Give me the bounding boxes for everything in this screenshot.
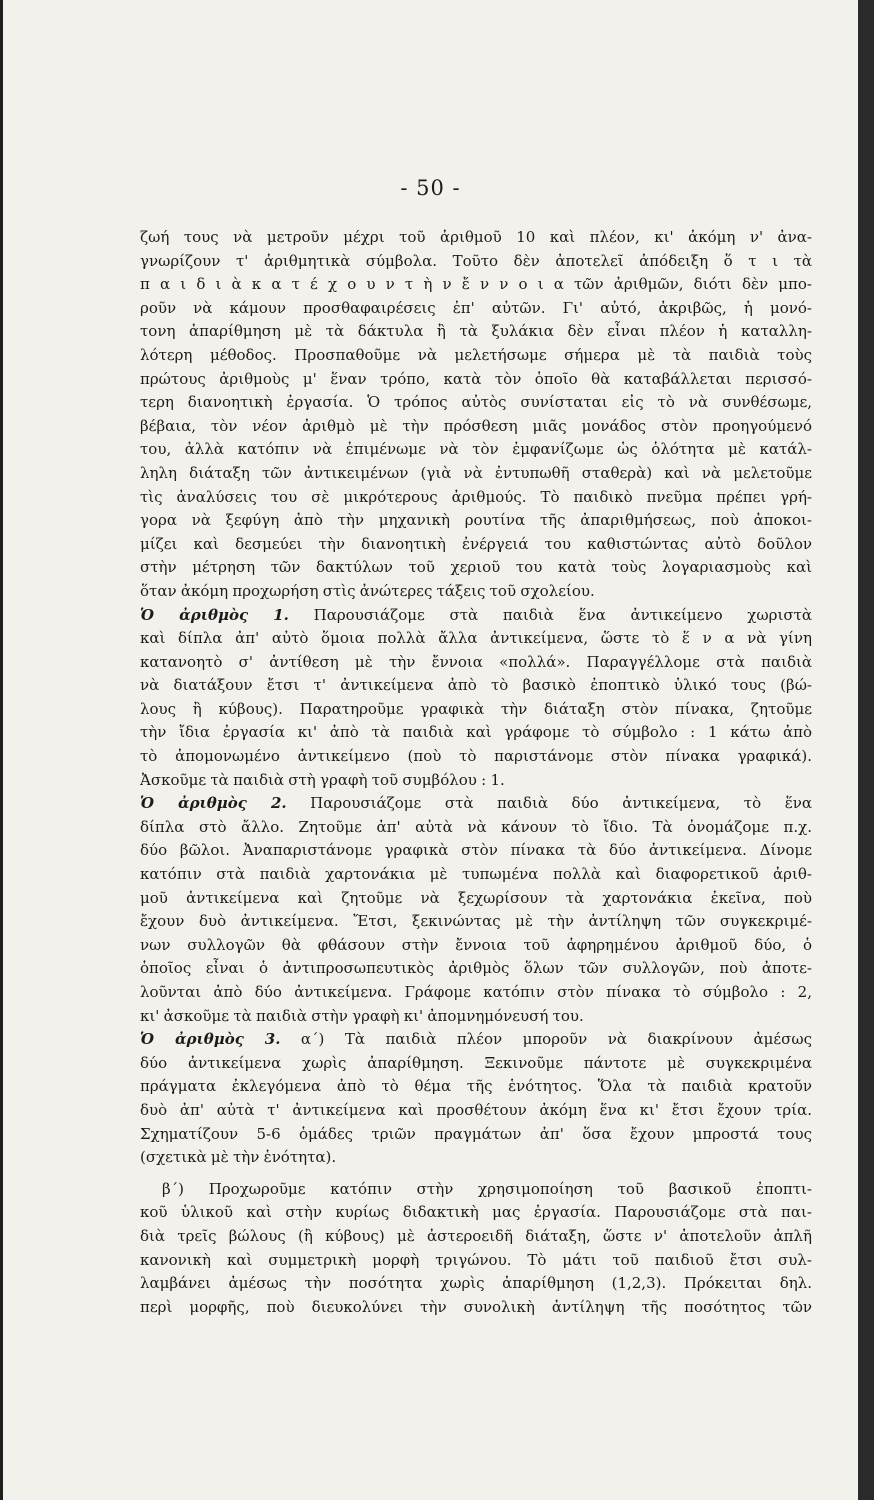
text-line: ἔχουν δυὸ ἀντικείμενα. Ἔτσι, ξεκινώντας μὲ τὴν ἀντίληψη τῶν συγκεκριμέ- <box>140 912 812 931</box>
text-line: λοῦνται ἀπὸ δύο ἀντικείμενα. Γράφομε κατόπιν στὸν πίνακα τὸ σύμβολο : 2, <box>140 983 812 1001</box>
text-line: π α ι δ ι ὰ κ α τ έ χ ο υ ν τ ὴ ν ἔ ν ν ο ι α τῶν ἀριθμῶν, διότι δὲν μπο- <box>140 275 812 294</box>
text-line: του, ἀλλὰ κατόπιν νὰ ἐπιμένωμε νὰ τὸν ἐμφανίζωμε ὡς ὁλότητα μὲ κατάλ- <box>140 440 812 459</box>
text-line: ὁποῖος εἶναι ὁ ἀντιπροσωπευτικὸς ἀριθμὸς ὅλων τῶν συλλογῶν, ποὺ ἀποτε- <box>140 959 812 978</box>
text-line: κανονικὴ καὶ συμμετρικὴ μορφὴ τριγώνου. Τὸ μάτι τοῦ παιδιοῦ ἔτσι συλ- <box>140 1250 812 1269</box>
section-number-3 <box>140 1028 812 1052</box>
text-line: δύο ἀντικείμενα χωρὶς ἀπαρίθμηση. Ξεκινοῦμε πάντοτε μὲ συγκεκριμένα <box>140 1053 812 1072</box>
text-line: Ἀσκοῦμε τὰ παιδιὰ στὴ γραφὴ τοῦ συμβόλου : 1. <box>140 770 505 789</box>
text-line: μοῦ ἀντικείμενα καὶ ζητοῦμε νὰ ξεχωρίσουν τὰ χαρτονάκια ἐκεῖνα, ποὺ <box>140 888 812 907</box>
text-line: γνωρίζουν τ' ἀριθμητικὰ σύμβολα. Τοῦτο δὲν ἀποτελεῖ ἀπόδειξη ὅ τ ι τὰ <box>140 251 812 270</box>
heading-number-3: Ὁ ἀριθμὸς 3. <box>140 1030 281 1049</box>
text-line: τὶς ἀναλύσεις του σὲ μικρότερους ἀριθμούς. Τὸ παιδικὸ πνεῦμα πρέπει γρή- <box>140 487 812 506</box>
text-line: κατανοητὸ σ' ἀντίθεση μὲ τὴν ἔννοια «πολλά». Παραγγέλλομε στὰ παιδιὰ <box>140 652 812 671</box>
text-line: τὴν ἴδια ἐργασία κι' ἀπὸ τὰ παιδιὰ καὶ γράφομε τὸ σύμβολο : 1 κάτω ἀπὸ <box>140 723 812 742</box>
text-line: δύο βῶλοι. Ἀναπαριστάνομε γραφικὰ στὸν πίνακα τὰ δύο ἀντικείμενα. Δίνομε <box>140 841 812 860</box>
text-line: καὶ δίπλα ἀπ' αὐτὸ ὅμοια πολλὰ ἄλλα ἀντικείμενα, ὥστε τὸ ἕ ν α νὰ γίνη <box>140 629 812 648</box>
text-line: πράγματα ἐκλεγόμενα ἀπὸ τὸ θέμα τῆς ἑνότητος. Ὅλα τὰ παιδιὰ κρατοῦν <box>140 1077 812 1096</box>
text-line: λαμβάνει ἀμέσως τὴν ποσότητα χωρὶς ἀπαρίθμηση (1,2,3). Πρόκειται δηλ. <box>140 1274 812 1293</box>
text-line: βέβαια, τὸν νέον ἀριθμὸ μὲ τὴν πρόσθεση μιᾶς μονάδος στὸν προηγούμενό <box>140 416 812 435</box>
text-line: νων συλλογῶν θὰ φθάσουν στὴν ἔννοια τοῦ ἀφηρημένου ἀριθμοῦ δύο, ὁ <box>140 935 812 954</box>
section-number-2 <box>140 792 812 816</box>
text-line: ροῦν νὰ κάμουν προσθαφαιρέσεις ἐπ' αὐτῶν. Γι' αὐτό, ἀκριβῶς, ἡ μονό- <box>140 298 812 317</box>
text-line: Σχηματίζουν 5-6 ὁμάδες τριῶν πραγμάτων ἀπ' ὅσα ἔχουν μπροστά τους <box>140 1124 812 1143</box>
text-line: μίζει καὶ δεσμεύει τὴν διανοητικὴ ἐνέργειά του καθιστώντας αὐτὸ δοῦλον <box>140 534 812 553</box>
page-number: - 50 - <box>400 176 461 200</box>
text-line: κατόπιν στὰ παιδιὰ χαρτονάκια μὲ τυπωμένα πολλὰ καὶ διαφορετικοῦ ἀριθ- <box>140 865 812 884</box>
text-line: νὰ διατάξουν ἔτσι τ' ἀντικείμενα ἀπὸ τὸ βασικὸ ἐποπτικὸ ὑλικό τους (βώ- <box>140 676 812 695</box>
text-line: πρώτους ἀριθμοὺς μ' ἕναν τρόπο, κατὰ τὸν ὁποῖο θὰ καταβάλλεται περισσό- <box>140 369 812 388</box>
text-line: τὸ ἀπομονωμένο ἀντικείμενο (ποὺ τὸ παριστάνομε στὸν πίνακα γραφικά). <box>140 747 812 766</box>
text-line: περὶ μορφῆς, ποὺ διευκολύνει τὴν συνολικὴ ἀντίληψη τῆς ποσότητος τῶν <box>140 1297 812 1316</box>
heading-number-1: Ὁ ἀριθμὸς 1. <box>140 605 289 624</box>
text-line: λους ἢ κύβους). Παρατηροῦμε γραφικὰ τὴν διάταξη στὸν πίνακα, ζητοῦμε <box>140 699 812 718</box>
text-line: β΄) Προχωροῦμε κατόπιν στὴν χρησιμοποίηση τοῦ βασικοῦ ἐποπτι- <box>162 1179 812 1198</box>
text-line: γορα νὰ ξεφύγη ἀπὸ τὴν μηχανικὴ ρουτίνα τῆς ἀπαριθμήσεως, ποὺ ἀποκοι- <box>140 511 812 530</box>
section-number-1 <box>140 604 812 628</box>
text-line: κοῦ ὑλικοῦ καὶ στὴν κυρίως διδακτικὴ μας ἐργασία. Παρουσιάζομε στὰ παι- <box>140 1203 812 1222</box>
text-line: τονη ἀπαρίθμηση μὲ τὰ δάκτυλα ἢ τὰ ξυλάκια δὲν εἶναι πλέον ἡ καταλλη- <box>140 322 812 341</box>
text-line: α΄) Τὰ παιδιὰ πλέον μποροῦν νὰ διακρίνουν ἀμέσως <box>300 1030 812 1049</box>
text-line: κι' ἀσκοῦμε τὰ παιδιὰ στὴν γραφὴ κι' ἀπομνημόνευσή του. <box>140 1006 584 1025</box>
text-line: ζωή τους νὰ μετροῦν μέχρι τοῦ ἀριθμοῦ 10 καὶ πλέον, κι' ἀκόμη ν' ἀνα- <box>140 228 812 246</box>
text-line: Παρουσιάζομε στὰ παιδιὰ ἕνα ἀντικείμενο χωριστὰ <box>313 605 812 624</box>
text-line: στὴν μέτρηση τῶν δακτύλων τοῦ χεριοῦ του κατὰ τοὺς λογαριασμοὺς καὶ <box>140 558 812 577</box>
text-line: δυὸ ἀπ' αὐτὰ τ' ἀντικείμενα καὶ προσθέτουν ἀκόμη ἕνα κι' ἔτσι ἔχουν τρία. <box>140 1100 812 1119</box>
text-line: διὰ τρεῖς βώλους (ἢ κύβους) μὲ ἀστεροειδῆ διάταξη, ὥστε ν' ἀποτελοῦν ἁπλῆ <box>140 1226 812 1245</box>
heading-number-2: Ὁ ἀριθμὸς 2. <box>140 794 287 813</box>
text-line: ληλη διάταξη τῶν ἀντικειμένων (γιὰ νὰ ἐντυπωθῆ σταθερὰ) καὶ νὰ μελετοῦμε <box>140 463 812 482</box>
text-line: λότερη μέθοδος. Προσπαθοῦμε νὰ μελετήσωμε σήμερα μὲ τὰ παιδιὰ τοὺς <box>140 345 812 364</box>
text-line: δίπλα στὸ ἄλλο. Ζητοῦμε ἀπ' αὐτὰ νὰ κάνουν τὸ ἴδιο. Τὰ ὀνομάζομε π.χ. <box>140 817 812 836</box>
body-text <box>140 226 812 1319</box>
text-line: ὅταν ἀκόμη προχωρήση στὶς ἀνώτερες τάξεις τοῦ σχολείου. <box>140 581 595 600</box>
text-line: (σχετικὰ μὲ τὴν ἑνότητα). <box>140 1148 337 1167</box>
text-line: Παρουσιάζομε στὰ παιδιὰ δύο ἀντικείμενα, τὸ ἕνα <box>310 794 812 813</box>
text-line: τερη διανοητικὴ ἐργασία. Ὁ τρόπος αὐτὸς συνίσταται εἰς τὸ νὰ συνθέσωμε, <box>140 393 812 412</box>
